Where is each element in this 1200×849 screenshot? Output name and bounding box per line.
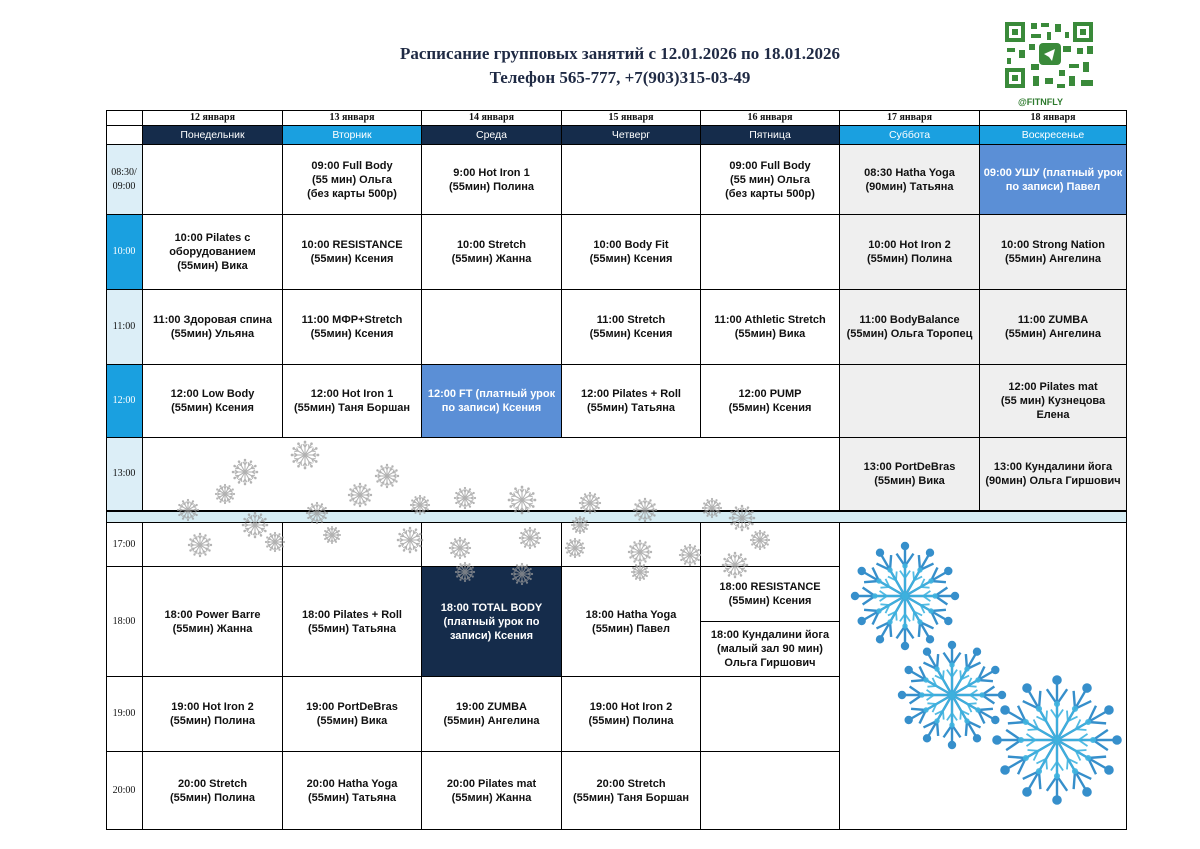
class-slot-text: 11:00 BodyBalance (55мин) Ольга Торопец [846, 314, 973, 340]
class-slot [980, 438, 1127, 511]
class-slot [840, 215, 980, 290]
class-slot [143, 290, 283, 365]
day-header-text: Воскресенье [1021, 129, 1085, 141]
corner-cell [106, 110, 143, 126]
time-label-text: 20:00 [112, 784, 136, 796]
class-slot [980, 365, 1127, 438]
time-label-text: 19:00 [112, 708, 136, 719]
class-slot-text: 12:00 Pilates + Roll (55мин) Татьяна [581, 388, 681, 414]
time-label-text: 12:00 [112, 395, 136, 406]
class-slot-text: 19:00 PortDeBras (55мин) Вика [306, 701, 398, 727]
time-label-text: 10:00 [112, 246, 136, 257]
date-header-text: 17 января [886, 111, 933, 123]
class-slot-text: 19:00 ZUMBA (55мин) Ангелина [443, 701, 540, 727]
date-header-text: 15 января [608, 111, 654, 123]
class-slot [422, 290, 562, 365]
date-header-text: 13 января [329, 111, 375, 123]
class-slot-text: 13:00 PortDeBras (55мин) Вика [863, 461, 956, 487]
day-header [980, 126, 1127, 145]
time-label [106, 145, 143, 215]
class-slot [422, 567, 562, 677]
class-slot-text: 10:00 Hot Iron 2 (55мин) Полина [866, 239, 953, 265]
time-label-text: 18:00 [112, 615, 136, 627]
class-slot-text: 11:00 ZUMBA (55мин) Ангелина [1005, 314, 1101, 340]
page-title: Расписание групповых занятий с 12.01.2026 по 18.01.2026 [399, 44, 841, 63]
class-slot-text: 20:00 Stretch (55мин) Таня Боршан [572, 777, 690, 804]
class-slot-text: 18:00 Кундалини йога (малый зал 90 мин) Ольга Гиршович [710, 629, 830, 669]
class-slot-text: 10:00 Strong Nation (55мин) Ангелина [1001, 239, 1105, 265]
class-slot [840, 438, 980, 511]
class-slot [143, 215, 283, 290]
class-slot [422, 365, 562, 438]
break-separator [106, 511, 1127, 523]
time-label [106, 290, 143, 365]
date-header-text: 12 января [189, 111, 236, 123]
empty-slot [143, 523, 283, 567]
time-label-text: 11:00 [112, 321, 136, 332]
class-slot [143, 677, 283, 752]
time-label [106, 752, 143, 830]
empty-slot [701, 677, 840, 752]
day-header-text: Четверг [611, 129, 651, 141]
class-slot [980, 290, 1127, 365]
class-slot-text: 20:00 Stretch (55мин) Полина [169, 777, 256, 804]
date-header [422, 110, 562, 126]
class-slot [562, 365, 701, 438]
class-slot-text: 10:00 RESISTANCE (55мин) Ксения [301, 239, 403, 265]
date-header [840, 110, 980, 126]
class-slot [143, 567, 283, 677]
day-header-text: Суббота [888, 129, 931, 141]
qr-code-icon [1003, 20, 1095, 90]
date-header-text: 18 января [1030, 111, 1076, 123]
class-slot [143, 365, 283, 438]
class-slot-text: 10:00 Stretch (55мин) Жанна [451, 239, 532, 265]
class-slot-text: 12:00 Low Body (55мин) Ксения [170, 388, 255, 414]
class-slot-text: 20:00 Hatha Yoga (55мин) Татьяна [306, 777, 398, 804]
empty-slot [422, 523, 562, 567]
empty-slot [283, 523, 422, 567]
class-slot-text: 19:00 Hot Iron 2 (55мин) Полина [169, 701, 256, 727]
class-slot-text: 12:00 Hot Iron 1 (55мин) Таня Боршан [293, 388, 411, 414]
class-slot-text: 09:00 Full Body (55 мин) Ольга (без карты 500р) [725, 159, 815, 200]
class-slot-text: 20:00 Pilates mat (55мин) Жанна [446, 777, 537, 804]
class-slot [840, 145, 980, 215]
date-header [143, 110, 283, 126]
class-slot [840, 365, 980, 438]
class-slot [701, 622, 840, 677]
class-slot-text: 18:00 Hatha Yoga (55мин) Павел [585, 608, 677, 635]
class-slot [283, 365, 422, 438]
day-header [701, 126, 840, 145]
class-slot-text: 09:00 Full Body (55 мин) Ольга (без карты 500р) [307, 159, 397, 200]
date-header-text: 16 января [747, 111, 793, 123]
date-header [701, 110, 840, 126]
day-header-text: Среда [476, 129, 507, 141]
time-label-text: 08:30/ 09:00 [111, 166, 137, 192]
day-header-text: Понедельник [180, 129, 245, 141]
corner-cell [106, 126, 143, 145]
class-slot [283, 567, 422, 677]
time-label-text: 13:00 [112, 468, 136, 479]
day-header-text: Вторник [332, 129, 372, 141]
class-slot [562, 752, 701, 830]
class-slot [422, 215, 562, 290]
class-slot [422, 752, 562, 830]
class-slot-text: 12:00 PUMP (55мин) Ксения [728, 388, 812, 414]
class-slot [980, 215, 1127, 290]
day-header [562, 126, 701, 145]
class-slot-text: 18:00 TOTAL BODY (платный урок по записи) Ксения [440, 601, 543, 642]
class-slot [701, 215, 840, 290]
class-slot-text: 18:00 Pilates + Roll (55мин) Татьяна [302, 608, 402, 635]
class-slot [422, 677, 562, 752]
snowflake-area [840, 523, 1127, 830]
class-slot [283, 290, 422, 365]
class-slot [562, 215, 701, 290]
class-slot [701, 365, 840, 438]
class-slot [562, 145, 701, 215]
class-slot [143, 752, 283, 830]
time-label [106, 438, 143, 511]
class-slot [283, 145, 422, 215]
class-slot-text: 11:00 Stretch (55мин) Ксения [589, 314, 673, 340]
class-slot [562, 677, 701, 752]
date-header-text: 14 января [468, 111, 515, 123]
date-header [283, 110, 422, 126]
class-slot [701, 290, 840, 365]
class-slot [562, 290, 701, 365]
day-header [143, 126, 283, 145]
date-header [562, 110, 701, 126]
class-slot-text: 12:00 FT (платный урок по записи) Ксения [427, 388, 556, 414]
class-slot [283, 215, 422, 290]
class-slot [143, 145, 283, 215]
day-header [422, 126, 562, 145]
class-slot [283, 752, 422, 830]
date-header [980, 110, 1127, 126]
time-label [106, 677, 143, 752]
class-slot [562, 567, 701, 677]
class-slot-text: 9:00 Hot Iron 1 (55мин) Полина [448, 166, 535, 193]
class-slot [980, 145, 1127, 215]
time-label [106, 523, 143, 567]
class-slot-text: 10:00 Body Fit (55мин) Ксения [589, 239, 673, 265]
empty-slot [701, 523, 840, 567]
class-slot-text: 09:00 УШУ (платный урок по записи) Павел [983, 166, 1123, 193]
time-label [106, 215, 143, 290]
class-slot [701, 567, 840, 622]
day-header-text: Пятница [749, 129, 791, 141]
class-slot-text: 11:00 МФР+Stretch (55мин) Ксения [301, 314, 403, 340]
class-slot [840, 290, 980, 365]
empty-slot-span [143, 438, 840, 511]
empty-slot [701, 752, 840, 830]
time-label-text: 17:00 [112, 538, 136, 550]
class-slot [701, 145, 840, 215]
class-slot-text: 19:00 Hot Iron 2 (55мин) Полина [588, 701, 674, 727]
empty-slot [562, 523, 701, 567]
class-slot-text: 13:00 Кундалини йога (90мин) Ольга Гиршович [985, 461, 1121, 487]
schedule-table [106, 110, 1127, 830]
class-slot-text: 11:00 Athletic Stretch (55мин) Вика [714, 314, 826, 340]
time-label [106, 365, 143, 438]
class-slot-text: 18:00 Power Barre (55мин) Жанна [164, 608, 261, 635]
class-slot-text: 12:00 Pilates mat (55 мин) Кузнецова Елена [1000, 381, 1106, 421]
day-header [283, 126, 422, 145]
class-slot-text: 08:30 Hatha Yoga (90мин) Татьяна [864, 166, 955, 193]
day-header [840, 126, 980, 145]
class-slot [422, 145, 562, 215]
time-label [106, 567, 143, 677]
class-slot-text: 18:00 RESISTANCE (55мин) Ксения [719, 581, 821, 607]
class-slot-text: 10:00 Pilates с оборудованием (55мин) Вика [169, 232, 256, 272]
social-handle: @FITNFLY [1018, 97, 1063, 107]
class-slot [283, 677, 422, 752]
phone-line: Телефон 565-777, +7(903)315-03-49 [489, 68, 751, 87]
class-slot-text: 11:00 Здоровая спина (55мин) Ульяна [152, 314, 273, 340]
